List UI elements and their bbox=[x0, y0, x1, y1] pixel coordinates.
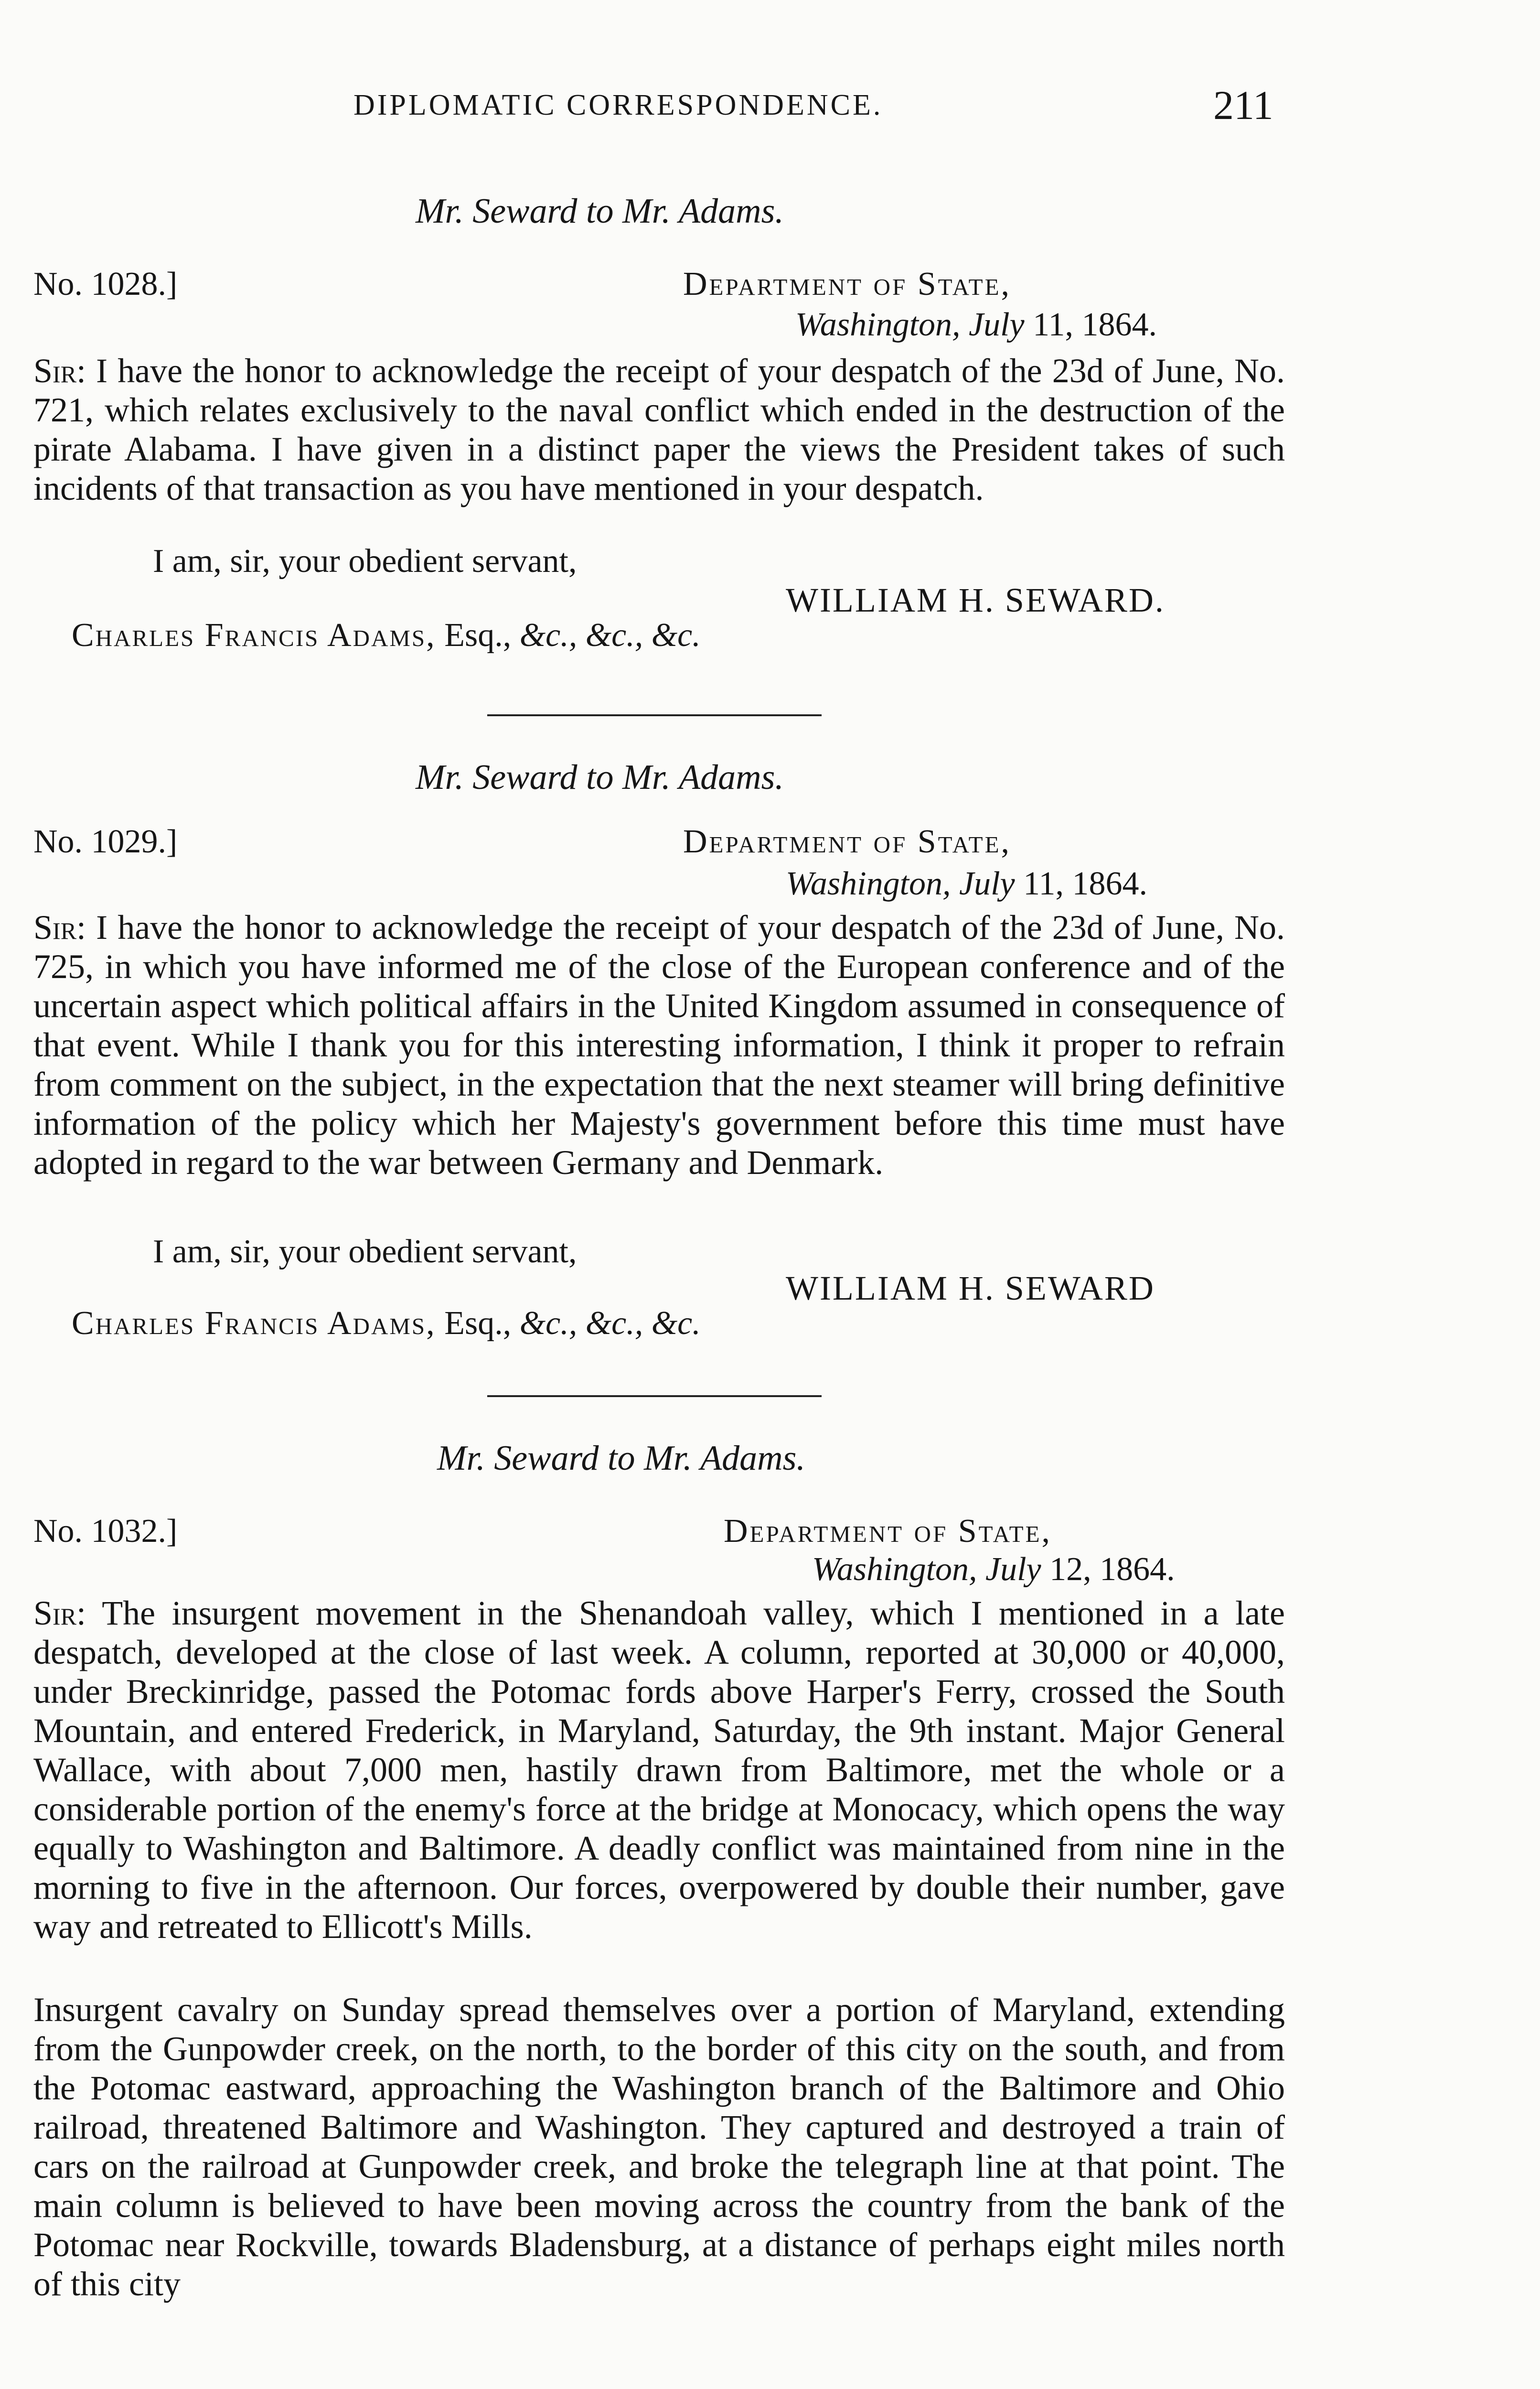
letter-2-department: Department of State, bbox=[683, 823, 1012, 860]
letter-2-paragraph: I have the honor to acknowledge the receipt of your despatch of the 23d of June, No. 725, in which you have informed me of the close of the European conference and of the uncertain aspect which political affairs in the United Kingdom assumed in consequence of that event. While I thank you for this interesting information, I think it proper to refrain from comment on the subject, in the expectation that the next steamer will bring definitive information of the policy which her Majesty's government before this time must have adopted in regard to the war between Germany and Denmark. bbox=[33, 908, 1285, 1182]
letter-3-paragraph-2: Insurgent cavalry on Sunday spread themselves over a portion of Maryland, extending from the Gunpowder creek, on the north, to the border of this city on the south, and from the Potomac eastward, approaching the Washington branch of the Baltimore and Ohio railroad, threatened Baltimore and Washington. They captured and destroyed a train of cars on the railroad at Gunpowder creek, and broke the telegraph line at that point. The main column is believed to have been moving across the country from the bank of the Potomac near Rockville, towards Bladensburg, at a distance of perhaps eight miles north of this city bbox=[33, 1991, 1285, 2303]
letter-3-department: Department of State, bbox=[724, 1513, 1052, 1550]
letter-2-salutation: Sir: bbox=[33, 908, 86, 947]
letter-3-day: 12, 1864. bbox=[1041, 1551, 1175, 1588]
letter-2-number: No. 1029.] bbox=[33, 823, 178, 860]
letter-1-addressee bbox=[72, 616, 701, 655]
page-number: 211 bbox=[1213, 82, 1273, 128]
letter-3-place: Washington, July bbox=[812, 1551, 1041, 1588]
running-header: DIPLOMATIC CORRESPONDENCE. bbox=[353, 89, 883, 121]
letter-1-place: Washington, July bbox=[795, 306, 1025, 343]
letter-2-addressee bbox=[72, 1304, 701, 1343]
letter-1-salutation: Sir: bbox=[33, 352, 86, 390]
letter-1-addressee-etc: &c., &c., &c. bbox=[519, 617, 701, 654]
letter-2-day: 11, 1864. bbox=[1015, 865, 1148, 902]
letter-1-heading: Mr. Seward to Mr. Adams. bbox=[416, 192, 784, 231]
letter-3-salutation: Sir: bbox=[33, 1594, 86, 1632]
letter-3-dateline bbox=[812, 1550, 1175, 1589]
section-divider bbox=[487, 714, 822, 716]
letter-2-addressee-rest: Esq., bbox=[436, 1305, 520, 1342]
letter-1-paragraph: I have the honor to acknowledge the receipt of your despatch of the 23d of June, No. 721, which relates exclusively to the naval conflict which ended in the destruction of the pirate Alabama. I have given in a distinct paper the views the President takes of such incidents of that transaction as you have mentioned in your despatch. bbox=[33, 352, 1285, 507]
letter-3-body bbox=[33, 1593, 1285, 1946]
letter-1-signature: WILLIAM H. SEWARD. bbox=[786, 581, 1165, 619]
letter-2-heading: Mr. Seward to Mr. Adams. bbox=[416, 758, 784, 797]
letter-1-dateline bbox=[795, 306, 1157, 344]
letter-2-place: Washington, July bbox=[786, 865, 1015, 902]
letter-1-addressee-rest: Esq., bbox=[436, 617, 520, 654]
letter-3-heading: Mr. Seward to Mr. Adams. bbox=[437, 1439, 805, 1478]
letter-3-paragraph-1: The insurgent movement in the Shenandoah valley, which I mentioned in a late despatch, developed at the close of last week. A column, reported at 30,000 or 40,000, under Breckinridge, passed the Potomac fords above Harper's Ferry, crossed the South Mountain, and entered Frederick, in Maryland, Saturday, the 9th instant. Major General Wallace, with about 7,000 men, hastily drawn from Baltimore, met the whole or a considerable portion of the enemy's force at the bridge at Monocacy, which opens the way equally to Washington and Baltimore. A deadly conflict was maintained from nine in the morning to five in the afternoon. Our forces, overpowered by double their number, gave way and retreated to Ellicott's Mills. bbox=[33, 1594, 1285, 1946]
letter-2-dateline bbox=[786, 865, 1147, 903]
letter-2-closing: I am, sir, your obedient servant, bbox=[153, 1233, 577, 1270]
letter-1-number: No. 1028.] bbox=[33, 266, 178, 302]
letter-1-day: 11, 1864. bbox=[1024, 306, 1157, 343]
section-divider bbox=[487, 1395, 822, 1397]
letter-1-body bbox=[33, 351, 1285, 508]
letter-1-department: Department of State, bbox=[683, 266, 1012, 302]
letter-3-number: No. 1032.] bbox=[33, 1513, 178, 1550]
letter-2-addressee-etc: &c., &c., &c. bbox=[519, 1305, 701, 1342]
letter-1-closing: I am, sir, your obedient servant, bbox=[153, 543, 577, 580]
letter-1-addressee-name: Charles Francis Adams, bbox=[72, 617, 436, 654]
letter-2-addressee-name: Charles Francis Adams, bbox=[72, 1305, 436, 1342]
letter-2-signature: WILLIAM H. SEWARD bbox=[786, 1269, 1155, 1307]
letter-2-body bbox=[33, 908, 1285, 1182]
